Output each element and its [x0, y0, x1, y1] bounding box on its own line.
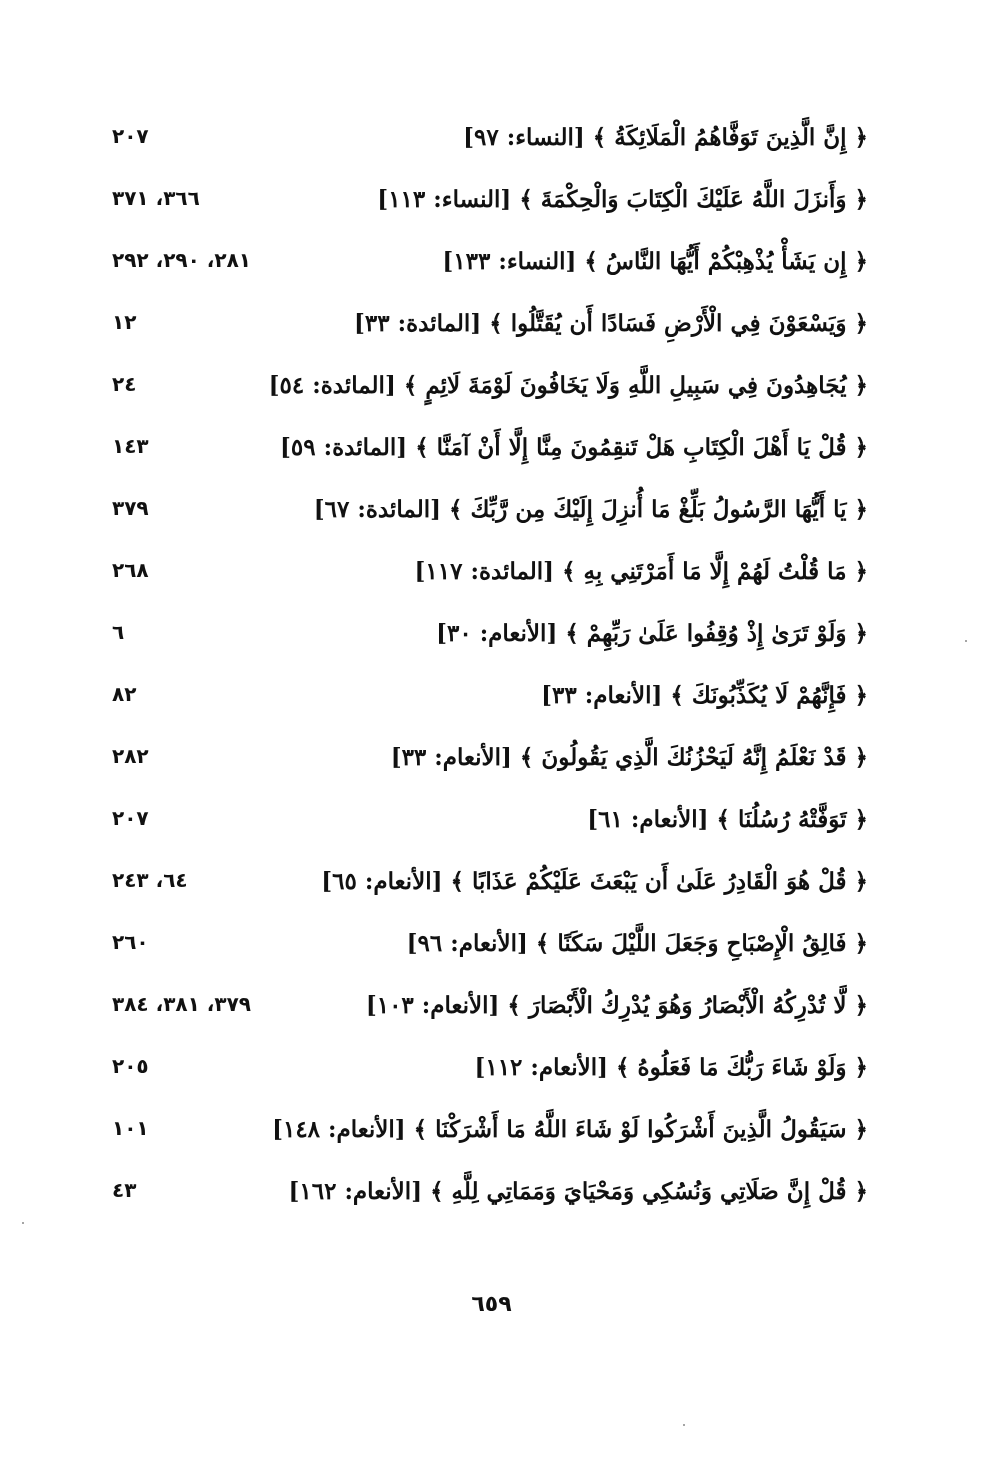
index-row [0, 1104, 983, 1166]
page-references: ١٠١ [112, 1116, 149, 1140]
verse-citation: ﴿ يَا أَيُّهَا الرَّسُولُ بَلِّغْ مَا أُنزِلَ إِلَيْكَ مِن رَّبِّكَ ﴾ [المائدة: ٦٧] [313, 496, 868, 523]
verse-citation: ﴿ إِن يَشَأْ يُذْهِبْكُمْ أَيُّهَا النَّاسُ ﴾ [النساء: ١٣٣] [442, 248, 868, 275]
verse-citation: ﴿ فَالِقُ الْإِصْبَاحِ وَجَعَلَ اللَّيْلَ سَكَنًا ﴾ [الأنعام: ٩٦] [406, 930, 868, 957]
page-references: ٢٨١، ٢٩٠، ٢٩٢ [112, 248, 251, 272]
scan-speck [22, 1222, 24, 1224]
page-references: ١٤٣ [112, 434, 149, 458]
index-row [0, 670, 983, 732]
page-references: ٣٦٦، ٣٧١ [112, 186, 200, 210]
page-references: ٦ [112, 620, 125, 644]
index-row [0, 732, 983, 794]
index-row [0, 856, 983, 918]
verse-citation: ﴿ قُلْ يَا أَهْلَ الْكِتَابِ هَلْ تَنقِمُونَ مِنَّا إِلَّا أَنْ آمَنَّا ﴾ [المائدة: ٥٩] [279, 434, 868, 461]
index-row [0, 794, 983, 856]
verse-citation: ﴿ إِنَّ الَّذِينَ تَوَفَّاهُمُ الْمَلَائِكَةُ ﴾ [النساء: ٩٧] [463, 124, 868, 151]
index-row [0, 422, 983, 484]
verse-citation: ﴿ قُلْ هُوَ الْقَادِرُ عَلَىٰ أَن يَبْعَثَ عَلَيْكُمْ عَذَابًا ﴾ [الأنعام: ٦٥] [321, 868, 868, 895]
verse-citation: ﴿ وَأَنزَلَ اللَّهُ عَلَيْكَ الْكِتَابَ وَالْحِكْمَةَ ﴾ [النساء: ١١٣] [377, 186, 868, 213]
page-references: ٢٠٥ [112, 1054, 149, 1078]
index-row [0, 546, 983, 608]
verse-citation: ﴿ فَإِنَّهُمْ لَا يُكَذِّبُونَكَ ﴾ [الأنعام: ٣٣] [541, 682, 868, 709]
verse-citation: ﴿ وَلَوْ شَاءَ رَبُّكَ مَا فَعَلُوهُ ﴾ [الأنعام: ١١٢] [474, 1054, 868, 1081]
index-row [0, 1042, 983, 1104]
index-row [0, 1166, 983, 1228]
verse-index-list [0, 112, 983, 1228]
page-references: ٨٢ [112, 682, 137, 706]
verse-citation: ﴿ وَيَسْعَوْنَ فِي الْأَرْضِ فَسَادًا أَن يُقَتَّلُوا ﴾ [المائدة: ٣٣] [353, 310, 868, 337]
index-row [0, 608, 983, 670]
index-row [0, 174, 983, 236]
index-row [0, 360, 983, 422]
verse-citation: ﴿ تَوَفَّتْهُ رُسُلُنَا ﴾ [الأنعام: ٦١] [587, 806, 868, 833]
index-row [0, 298, 983, 360]
page-references: ٢٠٧ [112, 806, 149, 830]
page-references: ٣٧٩ [112, 496, 149, 520]
page-references: ١٢ [112, 310, 137, 334]
page-references: ٢٦٨ [112, 558, 149, 582]
verse-citation: ﴿ مَا قُلْتُ لَهُمْ إِلَّا مَا أَمَرْتَنِي بِهِ ﴾ [المائدة: ١١٧] [414, 558, 868, 585]
verse-citation: ﴿ يُجَاهِدُونَ فِي سَبِيلِ اللَّهِ وَلَا يَخَافُونَ لَوْمَةَ لَائِمٍ ﴾ [المائدة: ٥٤] [268, 372, 868, 399]
verse-citation: ﴿ لَّا تُدْرِكُهُ الْأَبْصَارُ وَهُوَ يُدْرِكُ الْأَبْصَارَ ﴾ [الأنعام: ١٠٣] [365, 992, 868, 1019]
verse-citation: ﴿ قُلْ إِنَّ صَلَاتِي وَنُسُكِي وَمَحْيَايَ وَمَمَاتِي لِلَّهِ ﴾ [الأنعام: ١٦٢] [288, 1178, 868, 1205]
verse-citation: ﴿ وَلَوْ تَرَىٰ إِذْ وُقِفُوا عَلَىٰ رَبِّهِمْ ﴾ [الأنعام: ٣٠] [436, 620, 868, 647]
page-references: ٤٣ [112, 1178, 137, 1202]
verse-citation: ﴿ سَيَقُولُ الَّذِينَ أَشْرَكُوا لَوْ شَاءَ اللَّهُ مَا أَشْرَكْنَا ﴾ [الأنعام: ١٤٨] [272, 1116, 868, 1143]
page-references: ٦٤، ٢٤٣ [112, 868, 188, 892]
index-row [0, 918, 983, 980]
page-references: ٢٠٧ [112, 124, 149, 148]
index-row [0, 484, 983, 546]
page-references: ٢٤ [112, 372, 137, 396]
scan-speck [683, 1424, 685, 1426]
page-number: ٦٥٩ [471, 1292, 512, 1317]
page-references: ٣٧٩، ٣٨١، ٣٨٤ [112, 992, 251, 1016]
index-row [0, 980, 983, 1042]
scan-speck [965, 640, 967, 642]
index-row [0, 112, 983, 174]
page-references: ٢٨٢ [112, 744, 149, 768]
index-row [0, 236, 983, 298]
verse-citation: ﴿ قَدْ نَعْلَمُ إِنَّهُ لَيَحْزُنُكَ الَّذِي يَقُولُونَ ﴾ [الأنعام: ٣٣] [390, 744, 868, 771]
page-references: ٢٦٠ [112, 930, 149, 954]
